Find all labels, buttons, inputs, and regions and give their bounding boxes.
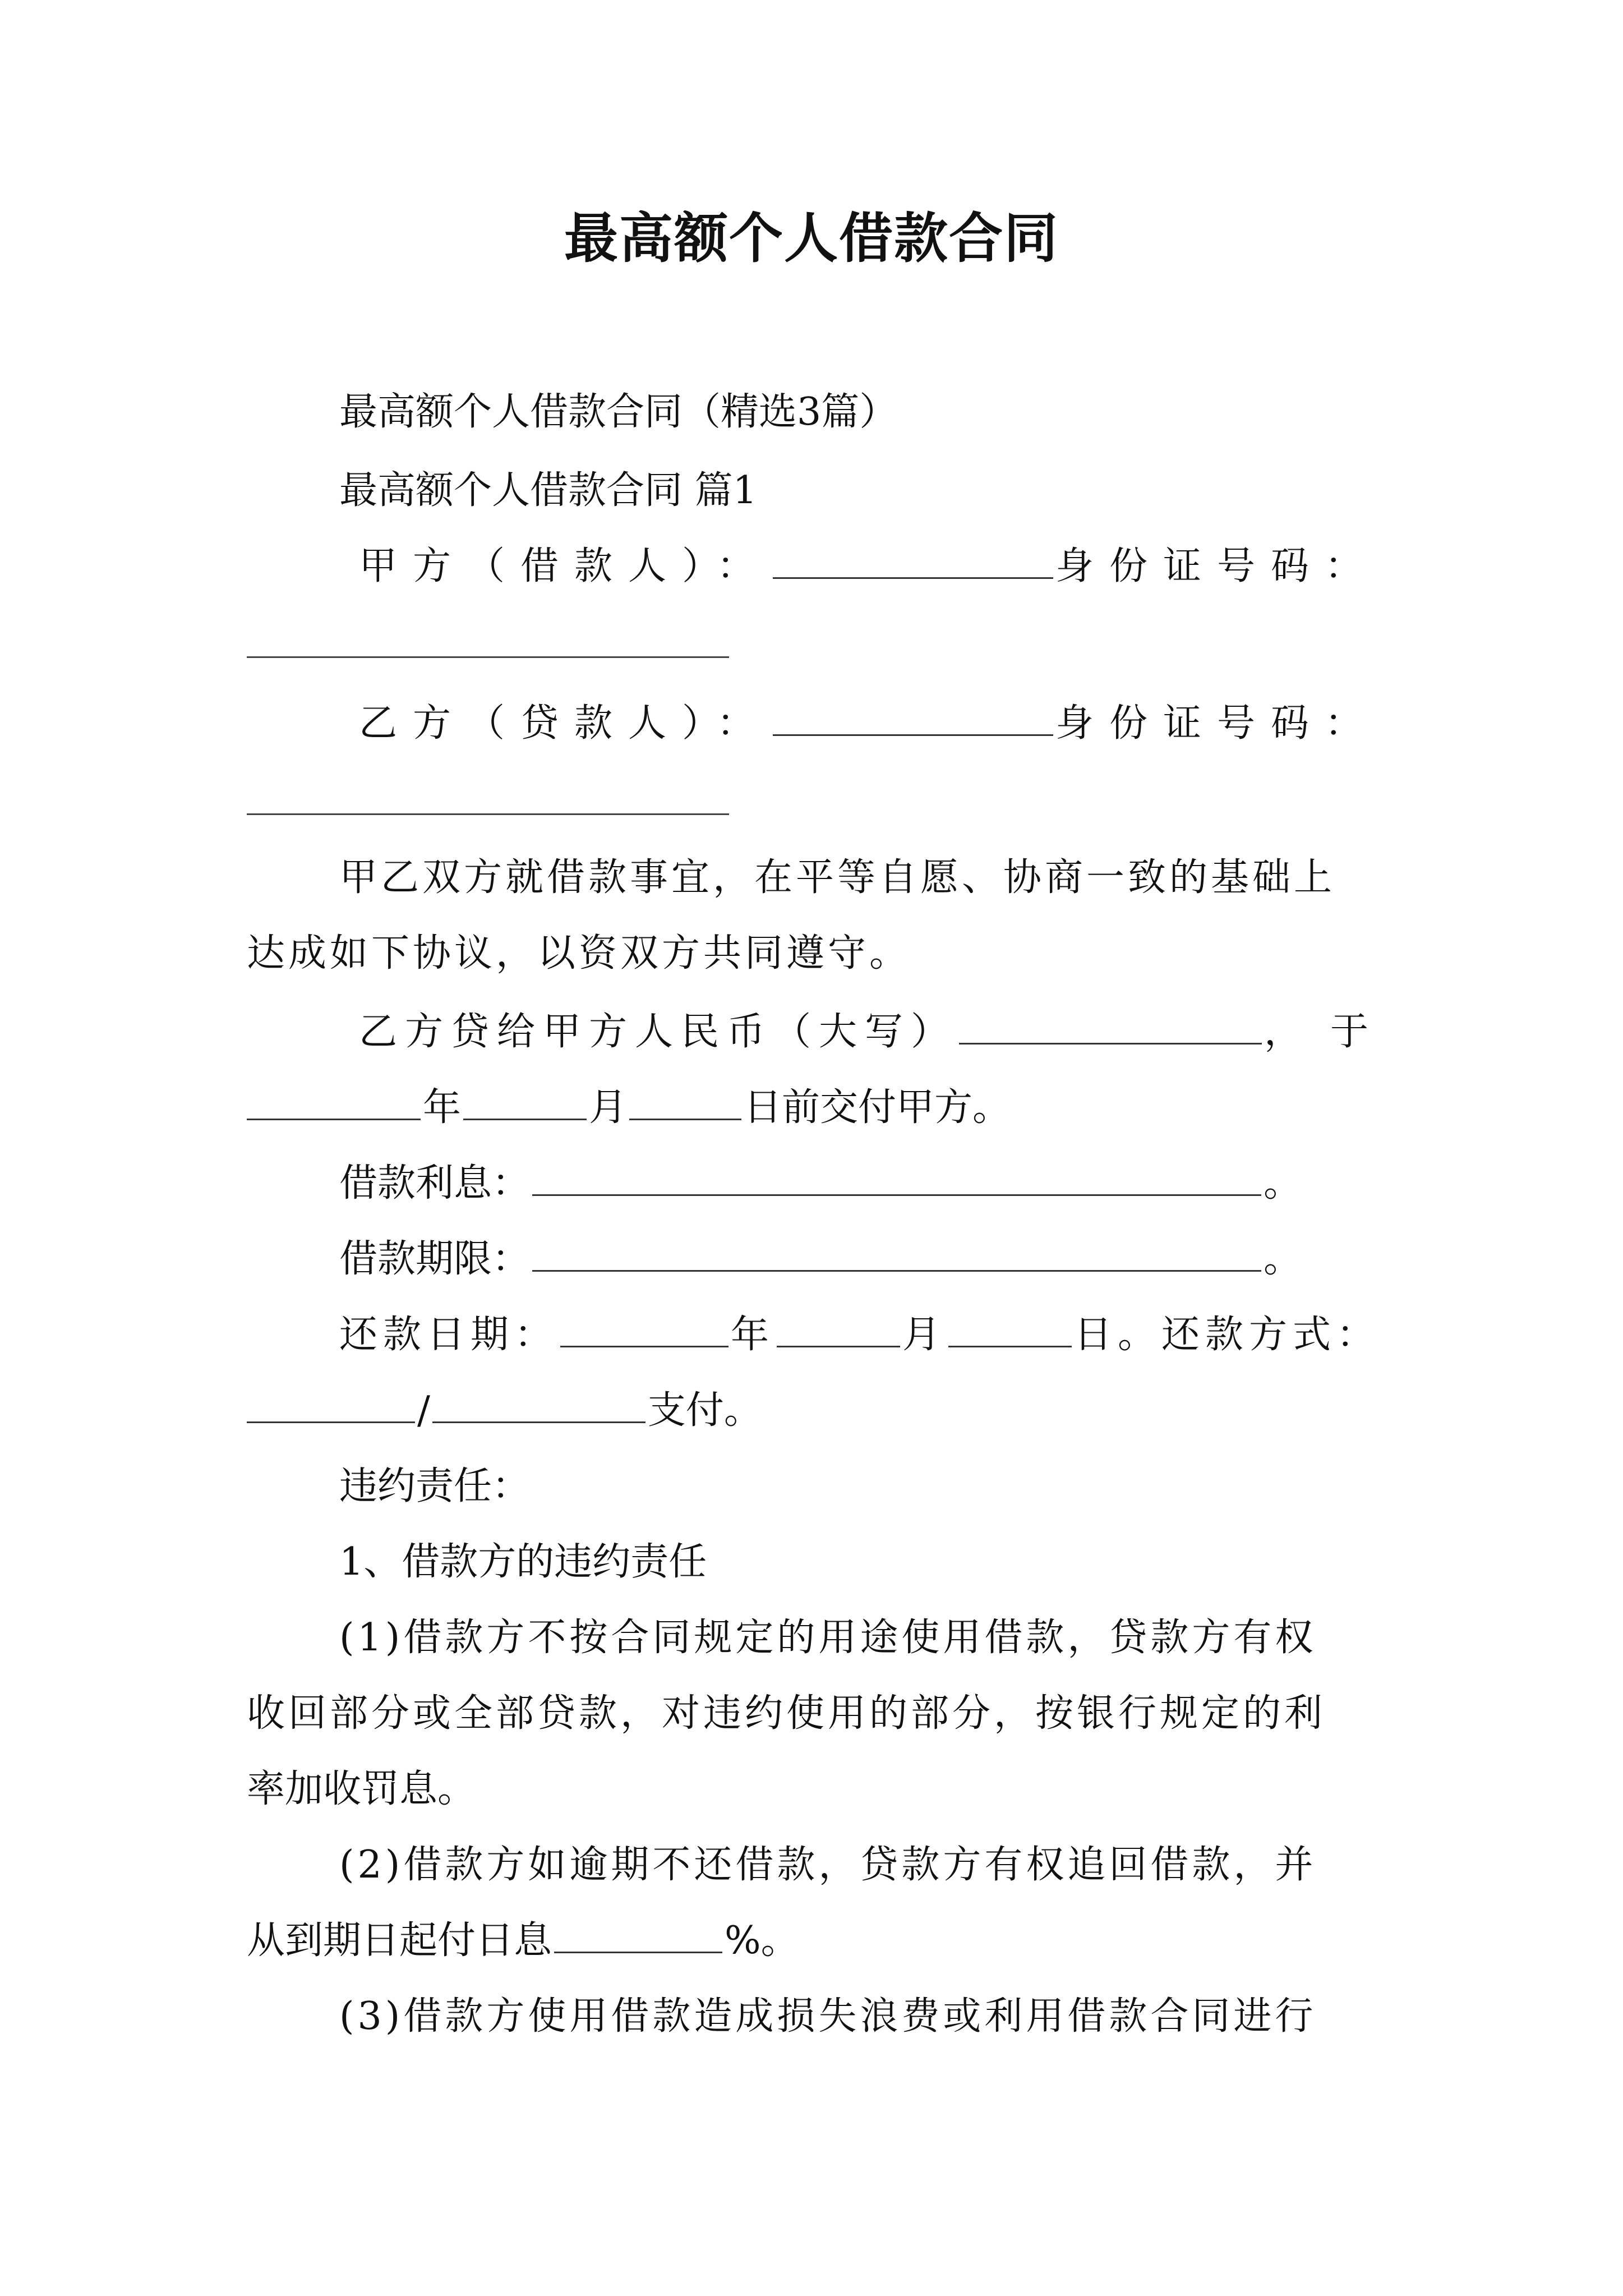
loan-month-blank[interactable]	[463, 1085, 587, 1120]
loan-amount-label: 乙方贷给甲方人民币（大写）	[359, 1010, 957, 1054]
interest-blank[interactable]	[532, 1161, 1261, 1196]
party-b-name-blank[interactable]	[773, 701, 1053, 736]
section-heading: 最高额个人借款合同 篇1	[339, 468, 757, 513]
loan-line-2	[247, 1080, 1402, 1136]
liability-item-1: 1、借款方的违约责任	[339, 1540, 707, 1584]
repay-slash: /	[417, 1388, 430, 1433]
repay-method-blank-2[interactable]	[432, 1388, 645, 1423]
interest-label: 借款利息：	[339, 1161, 531, 1205]
party-b-id-label: 身份证号码：	[1055, 701, 1379, 746]
loan-day-label: 日前交付甲方。	[744, 1085, 1011, 1130]
loan-day-blank[interactable]	[629, 1085, 741, 1120]
liability-p1-line-1: (1)借款方不按合同规定的用途使用借款，贷款方有权	[339, 1616, 1317, 1660]
repay-day-blank[interactable]	[948, 1312, 1072, 1347]
liability-p2-end: %。	[725, 1918, 799, 1963]
loan-month-label: 月	[589, 1085, 628, 1130]
repay-pay-label: 支付。	[647, 1388, 762, 1433]
loan-line-1	[359, 1004, 1514, 1060]
party-a-id-label: 身份证号码：	[1055, 544, 1379, 588]
intro-line-2: 达成如下协议，以资双方共同遵守。	[247, 931, 911, 976]
loan-year-label: 年	[423, 1085, 462, 1130]
daily-interest-blank[interactable]	[554, 1918, 722, 1953]
liability-p2-text: 从到期日起付日息	[247, 1918, 552, 1963]
loan-line-1-end: ，于	[1264, 1010, 1397, 1054]
intro-line-1: 甲乙双方就借款事宜，在平等自愿、协商一致的基础上	[339, 855, 1336, 900]
repay-year-blank[interactable]	[560, 1312, 728, 1347]
party-b-line	[359, 696, 1514, 752]
liability-p1-line-2: 收回部分或全部贷款，对违约使用的部分，按银行规定的利	[247, 1691, 1326, 1736]
repay-month-blank[interactable]	[777, 1312, 900, 1347]
loan-year-blank[interactable]	[247, 1085, 421, 1120]
party-a-id-blank[interactable]	[247, 656, 729, 658]
party-b-id-blank[interactable]	[247, 813, 729, 815]
term-end: 。	[1264, 1237, 1302, 1281]
liability-p3-line-1: (3)借款方使用借款造成损失浪费或利用借款合同进行	[339, 1994, 1317, 2039]
document-subtitle: 最高额个人借款合同（精选3篇）	[339, 390, 898, 434]
liability-p2-line-2	[247, 1913, 1402, 1969]
term-line	[339, 1231, 1495, 1287]
liability-heading: 违约责任：	[339, 1464, 531, 1508]
term-label: 借款期限：	[339, 1237, 531, 1281]
repay-line-1	[339, 1307, 1495, 1363]
repay-year-label: 年	[731, 1313, 775, 1357]
party-a-line	[359, 539, 1514, 595]
interest-end: 。	[1264, 1161, 1302, 1205]
party-a-name-blank[interactable]	[773, 544, 1053, 579]
repay-month-label: 月	[902, 1313, 947, 1357]
repay-line-2	[247, 1383, 1402, 1439]
party-b-label: 乙方（贷款人）：	[359, 701, 771, 746]
term-blank[interactable]	[532, 1236, 1261, 1272]
loan-amount-blank[interactable]	[959, 1009, 1262, 1045]
liability-p1-line-3: 率加收罚息。	[247, 1767, 476, 1811]
document-title: 最高额个人借款合同	[564, 206, 1059, 270]
repay-label: 还款日期：	[339, 1313, 559, 1357]
repay-day-label: 日。还款方式：	[1074, 1313, 1381, 1357]
interest-line	[339, 1156, 1495, 1212]
party-a-label: 甲方（借款人）：	[359, 544, 771, 588]
liability-p2-line-1: (2)借款方如逾期不还借款，贷款方有权追回借款，并	[339, 1843, 1317, 1887]
repay-method-blank-1[interactable]	[247, 1388, 415, 1423]
